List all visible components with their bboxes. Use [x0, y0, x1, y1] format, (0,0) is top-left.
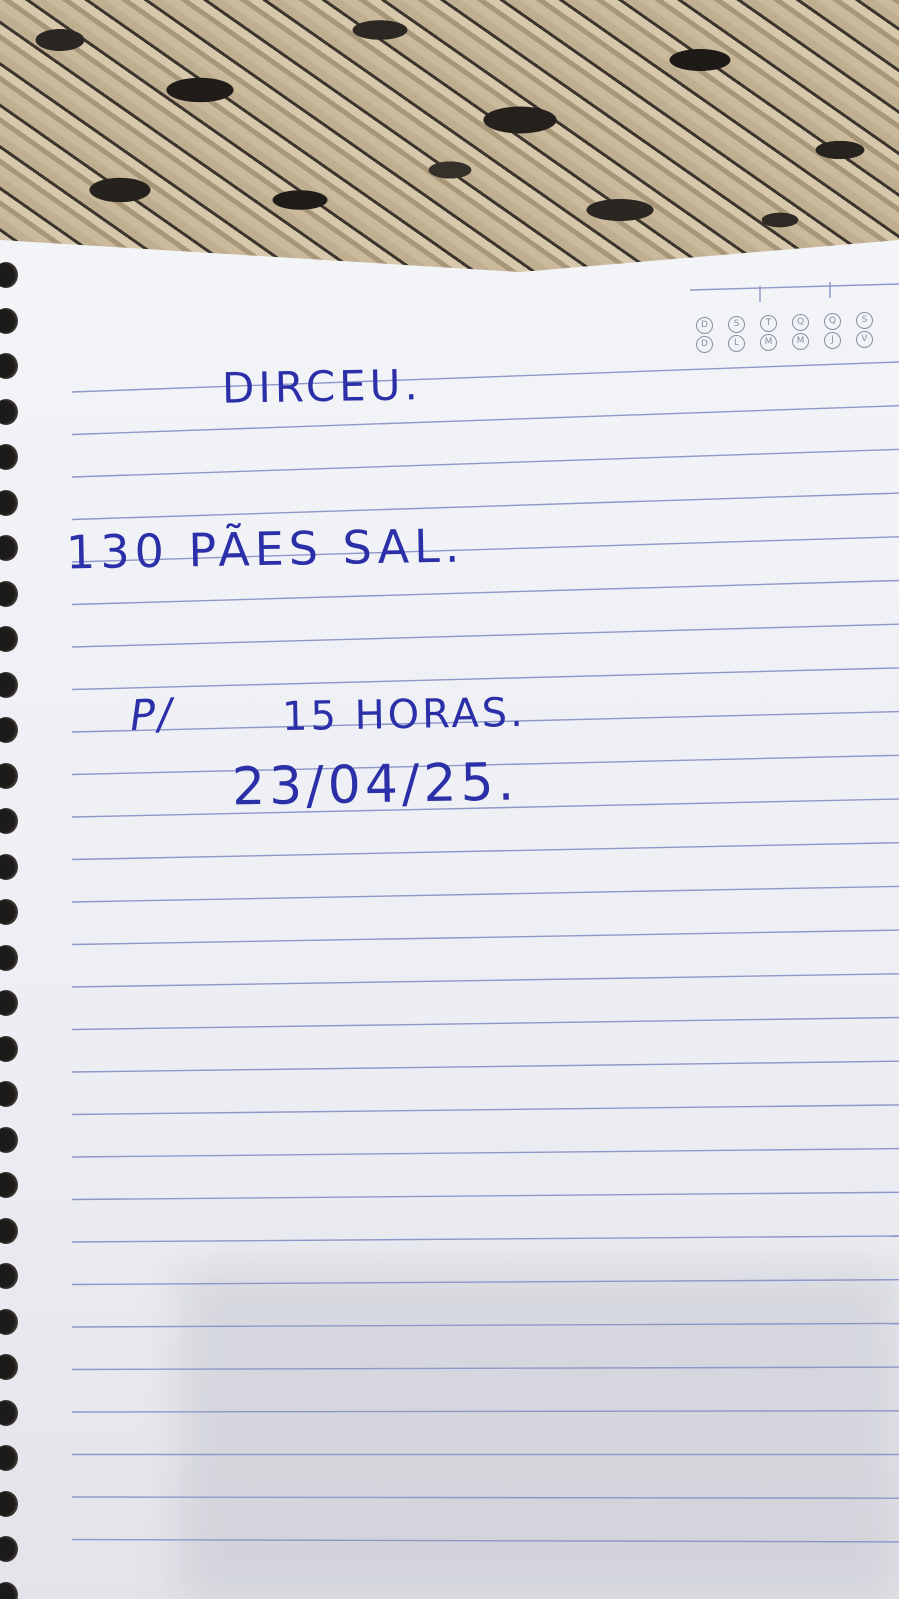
day-circle[interactable]: Q — [792, 314, 809, 331]
handwritten-for-prefix: P/ — [128, 688, 175, 741]
handwritten-date: 23/04/25. — [231, 752, 519, 818]
ruled-line — [72, 1411, 899, 1412]
ruled-line — [72, 886, 899, 902]
ruled-line — [72, 493, 899, 519]
day-circle[interactable]: D — [696, 317, 713, 334]
day-circle[interactable]: T — [760, 315, 777, 332]
day-circle[interactable]: M — [792, 333, 809, 350]
ruled-line — [72, 1018, 899, 1030]
day-circle[interactable]: S — [856, 312, 873, 329]
handwritten-name: DIRCEU. — [221, 360, 423, 413]
ruled-line — [72, 1061, 899, 1072]
day-circle[interactable]: L — [728, 335, 745, 352]
ruled-line — [72, 1236, 899, 1242]
date-header — [690, 314, 899, 358]
day-circle[interactable]: J — [824, 332, 841, 349]
handwritten-order: 130 PÃES SAL. — [65, 518, 465, 580]
ruled-line — [72, 362, 899, 392]
ruled-line — [72, 406, 899, 435]
ruled-line — [72, 1497, 899, 1498]
ruled-line — [72, 974, 899, 987]
ruled-line — [72, 1540, 899, 1542]
ruled-line — [72, 668, 899, 690]
handwritten-time: 15 HORAS. — [281, 689, 527, 741]
ruled-line — [72, 1280, 899, 1285]
ruled-line — [72, 1323, 899, 1327]
ruled-line — [72, 1192, 899, 1199]
ruled-line — [72, 1105, 899, 1115]
ruled-line — [72, 843, 899, 860]
day-circle[interactable]: D — [696, 336, 713, 353]
ruled-line — [72, 1367, 899, 1369]
ruled-line — [72, 581, 899, 605]
ruled-line — [72, 1149, 899, 1157]
header-line — [690, 284, 899, 290]
day-circle[interactable]: S — [728, 316, 745, 333]
day-circle[interactable]: V — [856, 331, 873, 348]
day-circle[interactable]: Q — [824, 313, 841, 330]
ruled-line — [72, 624, 899, 647]
ruled-line — [72, 930, 899, 944]
ruled-line — [72, 449, 899, 477]
day-circle[interactable]: M — [760, 334, 777, 351]
